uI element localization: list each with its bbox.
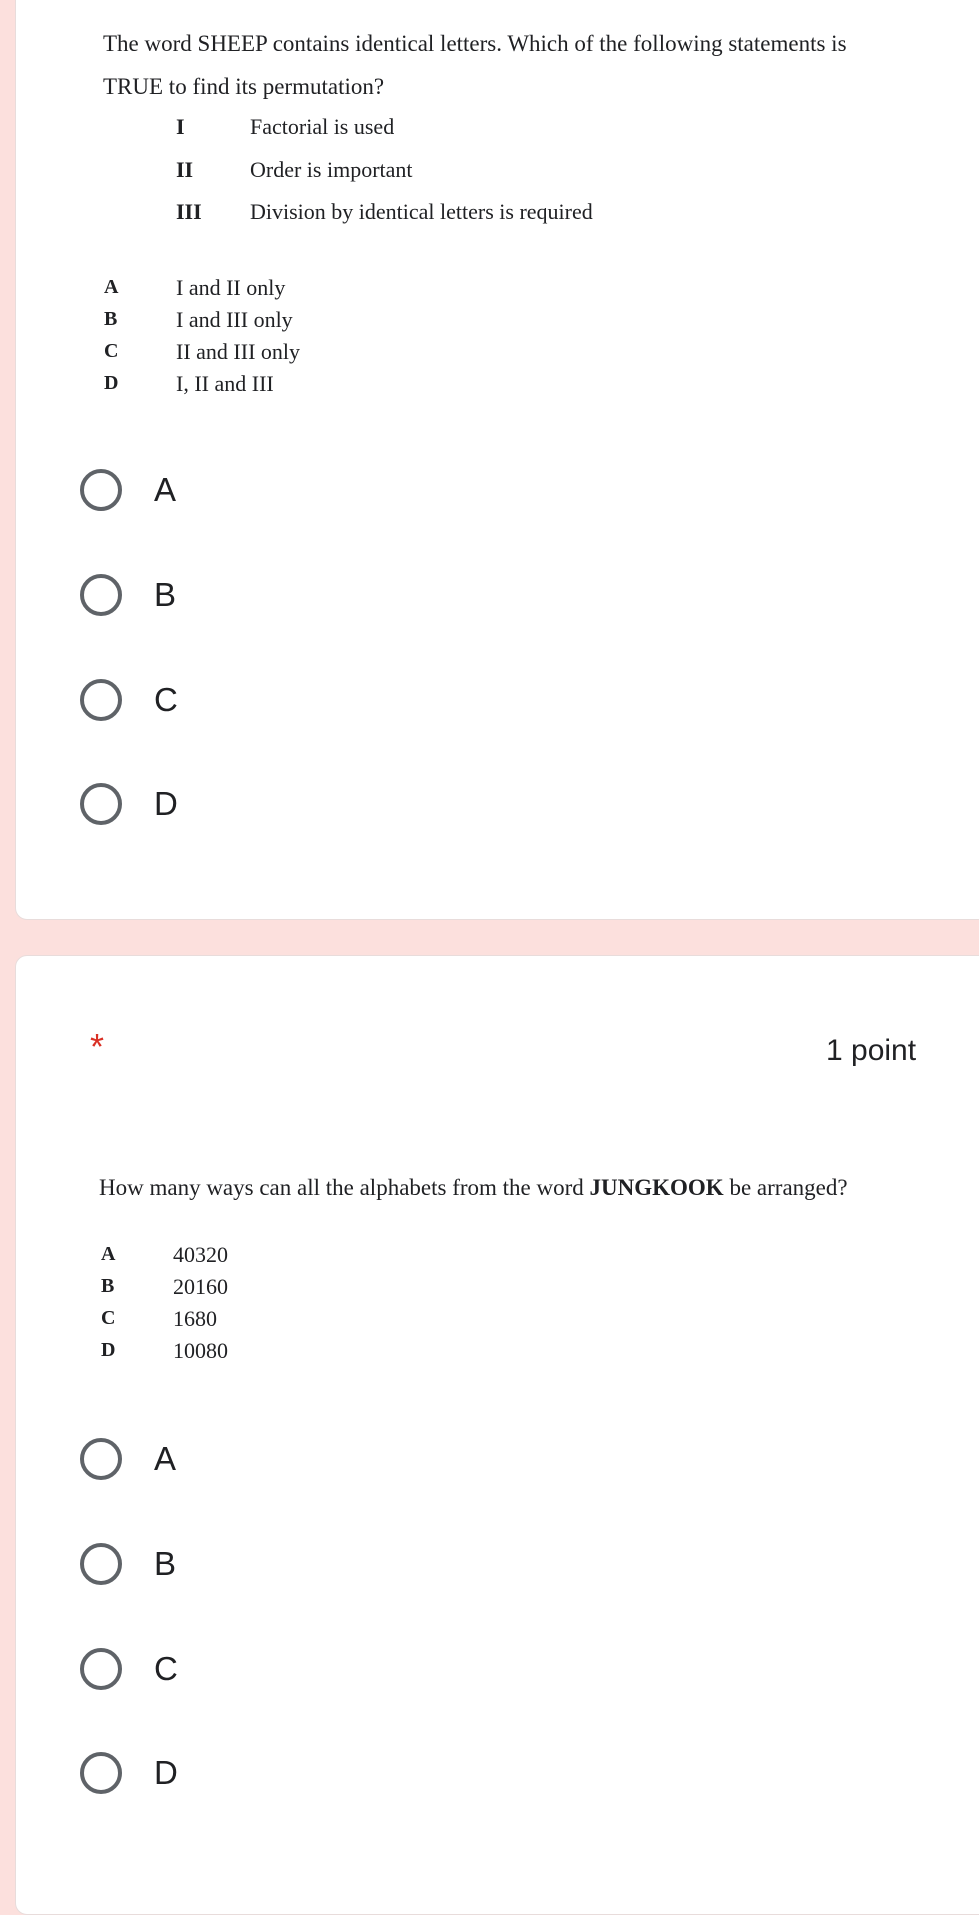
q1-option-b-text: I and III only [176, 307, 293, 332]
q1-radio-b[interactable] [80, 567, 960, 623]
question-2-text-before: How many ways can all the alphabets from the word [99, 1175, 590, 1200]
question-1-line-2: TRUE to find its permutation? [103, 74, 385, 99]
q2-radio-b[interactable] [80, 1536, 960, 1592]
q1-radio-d-label: D [154, 785, 178, 822]
q2-option-d-letter: D [101, 1339, 116, 1361]
statement-2-text: Order is important [250, 157, 413, 182]
q1-radio-d[interactable] [80, 776, 960, 832]
q1-option-d-text: I, II and III [176, 371, 274, 396]
q2-radio-b-label: B [154, 1545, 177, 1582]
radio-button-icon[interactable] [80, 469, 122, 511]
q2-option-a-letter: A [101, 1243, 116, 1265]
q2-radio-a[interactable] [80, 1431, 960, 1487]
q1-option-a-text: I and II only [176, 275, 286, 300]
q2-radio-c[interactable] [80, 1641, 960, 1697]
radio-button-icon[interactable] [80, 1438, 122, 1480]
q2-radio-d[interactable] [80, 1745, 960, 1801]
radio-button-icon[interactable] [80, 1752, 122, 1794]
q2-option-b-letter: B [101, 1275, 115, 1297]
radio-button-icon[interactable] [80, 783, 122, 825]
q1-option-c-text: II and III only [176, 339, 301, 364]
q2-radio-c-label: C [154, 1650, 178, 1687]
radio-button-icon[interactable] [80, 574, 122, 616]
question-1-text [103, 22, 963, 108]
q2-option-b-text: 20160 [173, 1274, 228, 1299]
q2-option-c-letter: C [101, 1307, 116, 1329]
radio-button-icon[interactable] [80, 1648, 122, 1690]
q1-radio-b-label: B [154, 576, 177, 613]
q2-option-a-text: 40320 [173, 1242, 228, 1267]
points-label: 1 point [826, 1034, 917, 1067]
radio-button-icon[interactable] [80, 679, 122, 721]
question-2-text [99, 1175, 848, 1201]
q1-radio-a[interactable] [80, 462, 960, 518]
q2-option-c-text: 1680 [173, 1306, 217, 1331]
question-2-text-bold: JUNGKOOK [589, 1175, 724, 1200]
statement-2-number: II [176, 157, 194, 182]
q1-option-c-letter: C [104, 340, 119, 362]
q2-radio-d-label: D [154, 1754, 178, 1791]
statement-3-text: Division by identical letters is required [250, 199, 593, 224]
q2-option-d-text: 10080 [173, 1338, 228, 1363]
q1-radio-c-label: C [154, 681, 178, 718]
q1-option-a-letter: A [104, 276, 119, 298]
question-2-text-after: be arranged? [723, 1175, 848, 1200]
statement-3-number: III [176, 199, 202, 224]
q1-option-b-letter: B [104, 308, 118, 330]
statement-1-number: I [176, 114, 185, 139]
q2-radio-a-label: A [154, 1440, 177, 1477]
radio-button-icon[interactable] [80, 1543, 122, 1585]
q1-option-d-letter: D [104, 372, 119, 394]
required-asterisk: * [90, 1026, 105, 1067]
q1-radio-c[interactable] [80, 672, 960, 728]
statement-1-text: Factorial is used [250, 114, 395, 139]
q1-radio-a-label: A [154, 471, 177, 508]
question-1-line-1: The word SHEEP contains identical letters. Which of the following statements is [103, 31, 847, 56]
